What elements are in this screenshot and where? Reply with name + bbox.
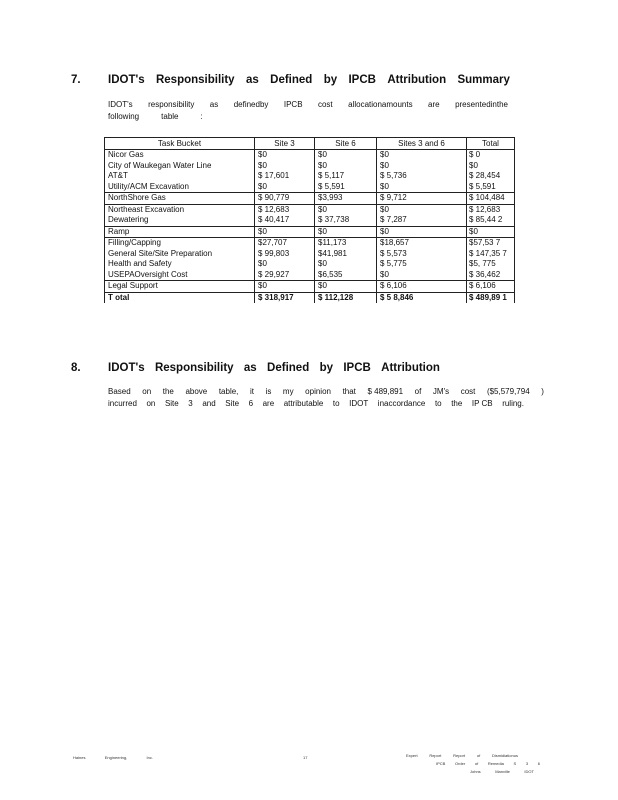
total-cell: $0 bbox=[467, 226, 515, 238]
header-sites-3-and-6: Sites 3 and 6 bbox=[377, 138, 467, 150]
intro-word: presentedinthe bbox=[455, 100, 508, 109]
task-bucket-cell: Health and Safety bbox=[105, 259, 255, 270]
paragraph-line-1 bbox=[108, 386, 544, 398]
table-header-row bbox=[105, 138, 515, 150]
paragraph-word: of bbox=[414, 387, 422, 396]
intro-line-1 bbox=[108, 99, 508, 111]
paragraph-word: ) bbox=[541, 387, 544, 396]
sites-3-and-6-cell: $ 5,573 bbox=[377, 249, 467, 260]
table-row bbox=[105, 161, 515, 172]
sites-3-and-6-cell: $ 5 8,846 bbox=[377, 292, 467, 303]
total-cell: $ 6,106 bbox=[467, 281, 515, 293]
heading-word: IDOT's bbox=[108, 362, 145, 374]
site-3-cell: $ 90,779 bbox=[255, 193, 315, 205]
site-3-cell: $ 17,601 bbox=[255, 171, 315, 182]
site-6-cell: $3,993 bbox=[315, 193, 377, 205]
heading-word: as bbox=[243, 362, 257, 374]
total-cell: $ 489,89 1 bbox=[467, 292, 515, 303]
sites-3-and-6-cell: $ 5,775 bbox=[377, 259, 467, 270]
heading-word: IPCB bbox=[343, 362, 371, 374]
site-6-cell: $11,173 bbox=[315, 238, 377, 249]
intro-word: are bbox=[428, 100, 440, 109]
paragraph-word: my bbox=[282, 387, 294, 396]
paragraph-line-2 bbox=[108, 398, 524, 410]
paragraph-word: the bbox=[451, 399, 463, 408]
site-6-cell: $0 bbox=[315, 150, 377, 161]
heading-word: Responsibility bbox=[154, 362, 234, 374]
heading-word: by bbox=[323, 74, 338, 86]
site-3-cell: $0 bbox=[255, 259, 315, 270]
task-bucket-cell: Ramp bbox=[105, 226, 255, 238]
paragraph-word: cost bbox=[460, 387, 476, 396]
paragraph-word: above bbox=[185, 387, 208, 396]
table-row bbox=[105, 249, 515, 260]
site-3-cell: $ 40,417 bbox=[255, 215, 315, 226]
total-cell: $ 147,35 7 bbox=[467, 249, 515, 260]
footer-word: 3 bbox=[525, 761, 529, 766]
intro-word: responsibility bbox=[148, 100, 195, 109]
task-bucket-cell: General Site/Site Preparation bbox=[105, 249, 255, 260]
site-6-cell: $0 bbox=[315, 204, 377, 215]
heading-word: Responsibility bbox=[155, 74, 235, 86]
total-cell: $ 12,683 bbox=[467, 204, 515, 215]
sites-3-and-6-cell: $0 bbox=[377, 182, 467, 193]
site-3-cell: $0 bbox=[255, 226, 315, 238]
task-bucket-cell: NorthShore Gas bbox=[105, 193, 255, 205]
task-bucket-cell: USEPAOversight Cost bbox=[105, 270, 255, 281]
intro-word: as bbox=[209, 100, 219, 109]
heading-word: Attribution bbox=[381, 362, 440, 374]
heading-word: as bbox=[245, 74, 259, 86]
site-6-cell: $0 bbox=[315, 259, 377, 270]
paragraph-word: Site bbox=[225, 399, 240, 408]
paragraph-word: IP CB bbox=[471, 399, 493, 408]
footer-word: IPCB bbox=[436, 761, 446, 766]
intro-word: : bbox=[200, 112, 203, 121]
paragraph-word: JM's bbox=[432, 387, 450, 396]
task-bucket-cell: AT&T bbox=[105, 171, 255, 182]
site-3-cell: $0 bbox=[255, 150, 315, 161]
paragraph-word: IDOT bbox=[349, 399, 369, 408]
task-bucket-cell: T otal bbox=[105, 292, 255, 303]
footer-word: Dismidiationus bbox=[491, 753, 518, 758]
footer-page-number: 17 bbox=[303, 755, 308, 760]
intro-word: IDOT's bbox=[108, 100, 133, 109]
table-total-row bbox=[105, 292, 515, 303]
footer-word: Manville bbox=[495, 769, 510, 774]
task-bucket-cell: Filling/Capping bbox=[105, 238, 255, 249]
paragraph-word: and bbox=[202, 399, 216, 408]
header-total: Total bbox=[467, 138, 515, 150]
table-row bbox=[105, 270, 515, 281]
table-row bbox=[105, 215, 515, 226]
header-task-bucket: Task Bucket bbox=[105, 138, 255, 150]
total-cell: $ 28,454 bbox=[467, 171, 515, 182]
sites-3-and-6-cell: $ 9,712 bbox=[377, 193, 467, 205]
site-6-cell: $ 5,117 bbox=[315, 171, 377, 182]
section-8-number: 8. bbox=[71, 362, 81, 374]
site-6-cell: $41,981 bbox=[315, 249, 377, 260]
table-row bbox=[105, 171, 515, 182]
footer-word: Remedia bbox=[487, 761, 504, 766]
footer-company bbox=[73, 755, 153, 760]
paragraph-word: 3 bbox=[188, 399, 193, 408]
heading-word: IDOT's bbox=[108, 74, 145, 86]
total-cell: $ 104,484 bbox=[467, 193, 515, 205]
paragraph-word: ($5,579,794 bbox=[486, 387, 530, 396]
footer-right-line-3 bbox=[470, 769, 534, 774]
paragraph-word: is bbox=[265, 387, 272, 396]
intro-word: table bbox=[161, 112, 179, 121]
total-cell: $ 85,44 2 bbox=[467, 215, 515, 226]
sites-3-and-6-cell: $ 6,106 bbox=[377, 281, 467, 293]
table-row bbox=[105, 259, 515, 270]
site-3-cell: $0 bbox=[255, 161, 315, 172]
footer-word: of bbox=[476, 753, 481, 758]
section-7-number: 7. bbox=[71, 74, 81, 86]
intro-word: definedby bbox=[233, 100, 269, 109]
site-6-cell: $ 5,591 bbox=[315, 182, 377, 193]
sites-3-and-6-cell: $18,657 bbox=[377, 238, 467, 249]
footer-word: Report bbox=[453, 753, 466, 758]
table-row bbox=[105, 193, 515, 205]
footer-word: of bbox=[474, 761, 479, 766]
table-row bbox=[105, 281, 515, 293]
footer-word: 6 bbox=[537, 761, 540, 766]
heading-word: Defined bbox=[270, 74, 313, 86]
paragraph-word: 6 bbox=[248, 399, 254, 408]
footer-word: Johns bbox=[470, 769, 481, 774]
footer-word: Inc. bbox=[146, 755, 153, 760]
sites-3-and-6-cell: $ 7,287 bbox=[377, 215, 467, 226]
footer-word: Report bbox=[429, 753, 442, 758]
paragraph-word: opinion bbox=[305, 387, 331, 396]
task-bucket-cell: Dewatering bbox=[105, 215, 255, 226]
paragraph-word: the bbox=[162, 387, 174, 396]
site-6-cell: $ 112,128 bbox=[315, 292, 377, 303]
total-cell: $ 5,591 bbox=[467, 182, 515, 193]
site-3-cell: $ 29,927 bbox=[255, 270, 315, 281]
total-cell: $5, 775 bbox=[467, 259, 515, 270]
section-8-heading bbox=[108, 362, 440, 374]
intro-word: IPCB bbox=[283, 100, 303, 109]
heading-word: IPCB bbox=[348, 74, 376, 86]
footer-word: IDOT bbox=[524, 769, 534, 774]
total-cell: $ 0 bbox=[467, 150, 515, 161]
site-3-cell: $ 99,803 bbox=[255, 249, 315, 260]
table-row bbox=[105, 226, 515, 238]
allocation-table bbox=[104, 137, 515, 303]
sites-3-and-6-cell: $0 bbox=[377, 204, 467, 215]
site-3-cell: $0 bbox=[255, 281, 315, 293]
heading-word: by bbox=[319, 362, 333, 374]
table-row bbox=[105, 204, 515, 215]
site-6-cell: $0 bbox=[315, 226, 377, 238]
intro-word: following bbox=[108, 112, 140, 121]
sites-3-and-6-cell: $0 bbox=[377, 150, 467, 161]
footer-right-line-2 bbox=[436, 761, 540, 766]
heading-word: Defined bbox=[267, 362, 310, 374]
intro-word: cost bbox=[317, 100, 333, 109]
footer-word: Haines bbox=[73, 755, 86, 760]
intro-line-2 bbox=[108, 111, 508, 123]
sites-3-and-6-cell: $0 bbox=[377, 226, 467, 238]
footer-right-line-1 bbox=[406, 753, 518, 758]
footer-word: Expert bbox=[406, 753, 418, 758]
sites-3-and-6-cell: $0 bbox=[377, 270, 467, 281]
section-7-heading bbox=[108, 74, 510, 86]
footer-word: Order bbox=[454, 761, 466, 766]
paragraph-word: are bbox=[262, 399, 275, 408]
section-8-paragraph bbox=[108, 386, 544, 410]
footer-word: Engineering, bbox=[104, 755, 128, 760]
header-site-6: Site 6 bbox=[315, 138, 377, 150]
total-cell: $0 bbox=[467, 161, 515, 172]
paragraph-word: that bbox=[342, 387, 356, 396]
section-7-intro bbox=[108, 99, 508, 123]
paragraph-word: ruling. bbox=[502, 399, 524, 408]
sites-3-and-6-cell: $0 bbox=[377, 161, 467, 172]
footer-word: S bbox=[513, 761, 517, 766]
paragraph-word: on bbox=[142, 387, 152, 396]
paragraph-word: on bbox=[146, 399, 156, 408]
total-cell: $ 36,462 bbox=[467, 270, 515, 281]
paragraph-word: to bbox=[434, 399, 442, 408]
task-bucket-cell: Nicor Gas bbox=[105, 150, 255, 161]
total-cell: $57,53 7 bbox=[467, 238, 515, 249]
heading-word: Summary bbox=[457, 74, 510, 86]
paragraph-word: inaccordance bbox=[377, 399, 426, 408]
sites-3-and-6-cell: $ 5,736 bbox=[377, 171, 467, 182]
site-6-cell: $ 37,738 bbox=[315, 215, 377, 226]
table-row bbox=[105, 182, 515, 193]
site-3-cell: $0 bbox=[255, 182, 315, 193]
site-3-cell: $ 12,683 bbox=[255, 204, 315, 215]
paragraph-word: attributable bbox=[283, 399, 324, 408]
paragraph-word: it bbox=[249, 387, 254, 396]
heading-word: Attribution bbox=[387, 74, 447, 86]
task-bucket-cell: Legal Support bbox=[105, 281, 255, 293]
header-site-3: Site 3 bbox=[255, 138, 315, 150]
task-bucket-cell: Northeast Excavation bbox=[105, 204, 255, 215]
table-row bbox=[105, 150, 515, 161]
paragraph-word: $ 489,891 bbox=[367, 387, 404, 396]
site-6-cell: $0 bbox=[315, 281, 377, 293]
paragraph-word: Site bbox=[164, 399, 179, 408]
paragraph-word: incurred bbox=[108, 399, 137, 408]
site-6-cell: $6,535 bbox=[315, 270, 377, 281]
paragraph-word: to bbox=[332, 399, 340, 408]
intro-word: allocationamounts bbox=[348, 100, 413, 109]
paragraph-word: Based bbox=[108, 387, 131, 396]
site-3-cell: $27,707 bbox=[255, 238, 315, 249]
task-bucket-cell: Utility/ACM Excavation bbox=[105, 182, 255, 193]
table-row bbox=[105, 238, 515, 249]
paragraph-word: table, bbox=[218, 387, 239, 396]
site-6-cell: $0 bbox=[315, 161, 377, 172]
site-3-cell: $ 318,917 bbox=[255, 292, 315, 303]
task-bucket-cell: City of Waukegan Water Line bbox=[105, 161, 255, 172]
